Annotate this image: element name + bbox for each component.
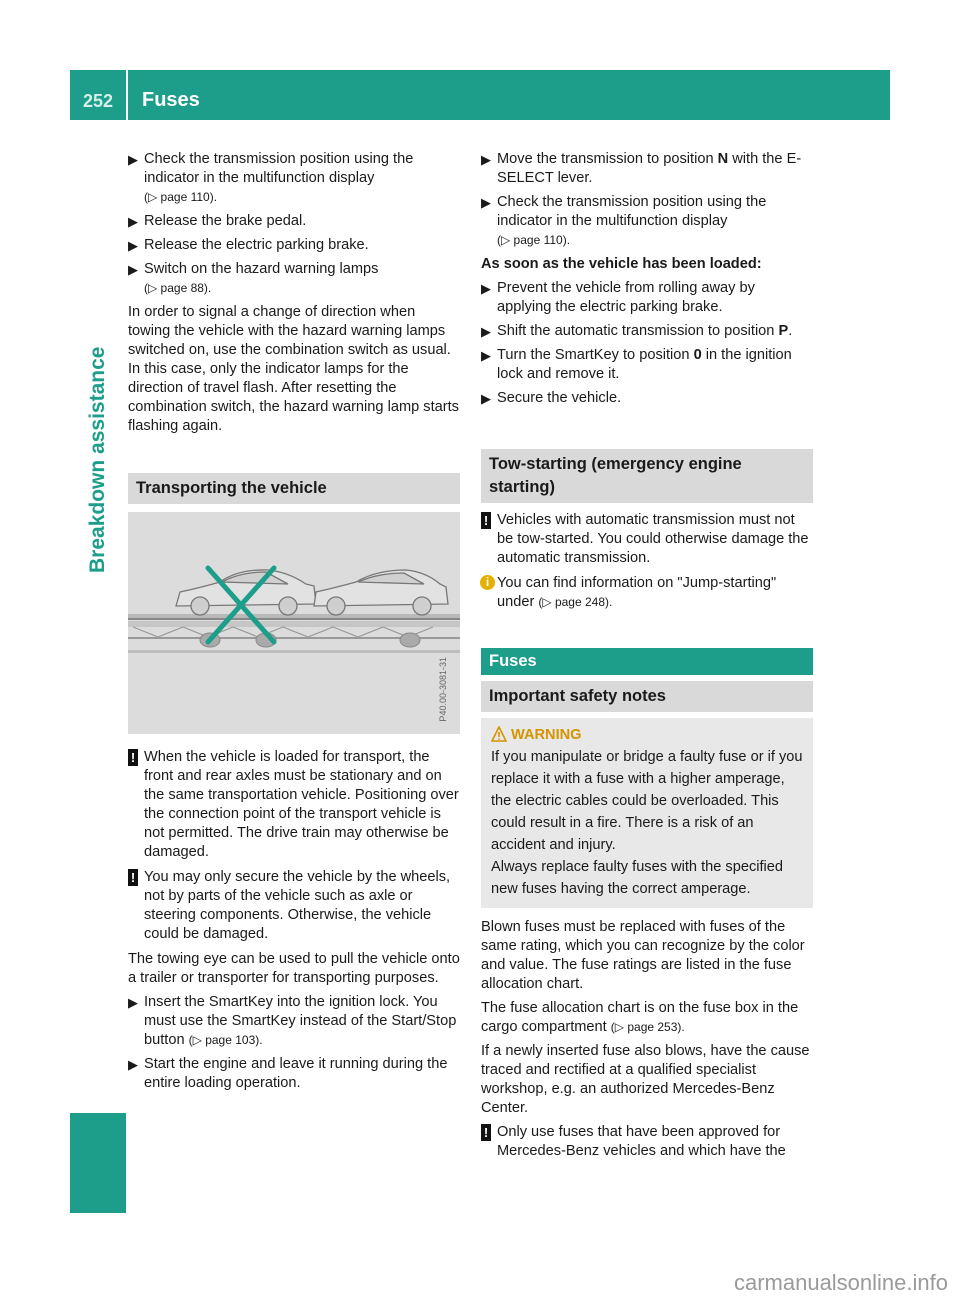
paragraph-towing-eye: The towing eye can be used to pull the vehicle onto a trailer or transporter for transporting purposes. bbox=[128, 951, 460, 986]
caution-icon: ! bbox=[481, 512, 491, 529]
page-reference[interactable]: (▷ page 110). bbox=[144, 190, 218, 204]
paragraph-direction-signal: In order to signal a change of direction when towing the vehicle with the hazard warning lamps switched on, use the combination switch as usual. In this case, only the indicator lamps for the direction of travel flash. After resetting the combination switch, the hazard warning lamp starts flashing again. bbox=[128, 304, 459, 434]
page-reference[interactable]: (▷ page 88). bbox=[144, 281, 212, 295]
page-number: 252 bbox=[82, 91, 114, 111]
step-arrow-icon: ▶ bbox=[481, 348, 491, 363]
chapter-label: Breakdown assistance bbox=[86, 346, 109, 574]
step-arrow-icon: ▶ bbox=[481, 195, 491, 210]
step-check-transmission-2: ▶ Check the transmission position using the indicator in the multifunction display (▷ page 110). bbox=[481, 194, 767, 247]
subheading-loaded: As soon as the vehicle has been loaded: bbox=[481, 256, 762, 272]
step-move-to-neutral: ▶ Move the transmission to position N with the E-SELECT lever. bbox=[481, 151, 802, 186]
step-release-brake: ▶ Release the brake pedal. bbox=[128, 213, 307, 229]
warning-text: If you manipulate or bridge a faulty fuse or if you replace it with a fuse with a higher amperage, the electric cables could be overloaded. This could result in a fire. There is a risk of an accident and injury. bbox=[491, 749, 803, 853]
paragraph-fuse-chart: The fuse allocation chart is on the fuse box in the cargo compartment (▷ page 253). bbox=[481, 1000, 799, 1035]
note-no-tow-start: ! Vehicles with automatic transmission must not be tow-started. You could otherwise damage the automatic transmission. bbox=[481, 511, 813, 568]
step-arrow-icon: ▶ bbox=[481, 281, 491, 296]
section-heading-transporting: Transporting the vehicle bbox=[128, 473, 460, 504]
warning-heading: WARNING bbox=[491, 724, 803, 746]
transport-illustration bbox=[128, 512, 460, 734]
warning-triangle-icon bbox=[491, 726, 507, 742]
section-heading-tow-starting: Tow-starting (emergency engine starting) bbox=[481, 449, 813, 503]
page-reference[interactable]: (▷ page 110). bbox=[497, 233, 571, 247]
step-arrow-icon: ▶ bbox=[128, 238, 138, 253]
step-arrow-icon: ▶ bbox=[481, 391, 491, 406]
caution-icon: ! bbox=[128, 749, 138, 766]
step-release-parking-brake: ▶ Release the electric parking brake. bbox=[128, 237, 369, 253]
step-check-transmission: ▶ Check the transmission position using the indicator in the multifunction display (▷ page 110). bbox=[128, 151, 414, 204]
page-reference[interactable]: (▷ page 253). bbox=[610, 1020, 685, 1034]
section-heading-fuses: Fuses bbox=[481, 648, 813, 675]
step-shift-park: ▶ Shift the automatic transmission to position P. bbox=[481, 323, 793, 339]
header-divider bbox=[126, 70, 128, 120]
chapter-tab-marker bbox=[70, 1113, 126, 1213]
caution-icon: ! bbox=[481, 1124, 491, 1141]
step-arrow-icon: ▶ bbox=[481, 152, 491, 167]
warning-instruction: Always replace faulty fuses with the specified new fuses having the correct amperage. bbox=[491, 859, 784, 897]
watermark: carmanualsonline.info bbox=[733, 1270, 948, 1295]
step-arrow-icon: ▶ bbox=[128, 152, 138, 167]
info-icon: i bbox=[480, 575, 495, 590]
left-column bbox=[128, 150, 460, 1098]
section-heading-safety-notes: Important safety notes bbox=[481, 681, 813, 712]
warning-box bbox=[481, 718, 813, 908]
step-arrow-icon: ▶ bbox=[128, 262, 138, 277]
note-axles-stationary: ! When the vehicle is loaded for transport, the front and rear axles must be stationary and on the same transportation vehicle. Positioning over the connection point of the transport vehicle is not permitted. The drive train may otherwise be damaged. bbox=[128, 748, 460, 862]
right-column bbox=[481, 150, 813, 1167]
step-arrow-icon: ▶ bbox=[128, 214, 138, 229]
transport-vehicle-figure bbox=[128, 512, 460, 734]
step-arrow-icon: ▶ bbox=[128, 995, 138, 1010]
note-secure-wheels: ! You may only secure the vehicle by the wheels, not by parts of the vehicle such as axle or steering components. Otherwise, the vehicle could be damaged. bbox=[128, 868, 460, 944]
paragraph-newly-inserted: If a newly inserted fuse also blows, have the cause traced and rectified at a qualified specialist workshop, e.g. an authorized Mercedes-Benz Center. bbox=[481, 1043, 810, 1116]
caution-icon: ! bbox=[128, 869, 138, 886]
step-secure-vehicle: ▶ Secure the vehicle. bbox=[481, 390, 622, 406]
step-arrow-icon: ▶ bbox=[128, 1057, 138, 1072]
figure-code: P40.00-3081-31 bbox=[438, 657, 448, 722]
step-hazard-lamps: ▶ Switch on the hazard warning lamps (▷ page 88). bbox=[128, 261, 379, 295]
step-insert-smartkey: ▶ Insert the SmartKey into the ignition lock. You must use the SmartKey instead of the Start/Stop button (▷ page 103). bbox=[128, 994, 457, 1048]
paragraph-blown-fuses: Blown fuses must be replaced with fuses of the same rating, which you can recognize by the color and value. The fuse ratings are listed in the fuse allocation chart. bbox=[481, 919, 805, 992]
page-title: Fuses bbox=[142, 89, 200, 111]
step-start-engine: ▶ Start the engine and leave it running during the entire loading operation. bbox=[128, 1056, 448, 1091]
info-jump-starting: i You can find information on "Jump-starting" under (▷ page 248). bbox=[481, 574, 813, 612]
step-prevent-rolling: ▶ Prevent the vehicle from rolling away by applying the electric parking brake. bbox=[481, 280, 755, 315]
note-approved-fuses: ! Only use fuses that have been approved for Mercedes-Benz vehicles and which have the bbox=[481, 1123, 813, 1161]
step-arrow-icon: ▶ bbox=[481, 324, 491, 339]
step-turn-smartkey: ▶ Turn the SmartKey to position 0 in the ignition lock and remove it. bbox=[481, 347, 792, 382]
page-reference[interactable]: (▷ page 103). bbox=[188, 1033, 263, 1047]
page-reference[interactable]: (▷ page 248). bbox=[538, 595, 613, 609]
